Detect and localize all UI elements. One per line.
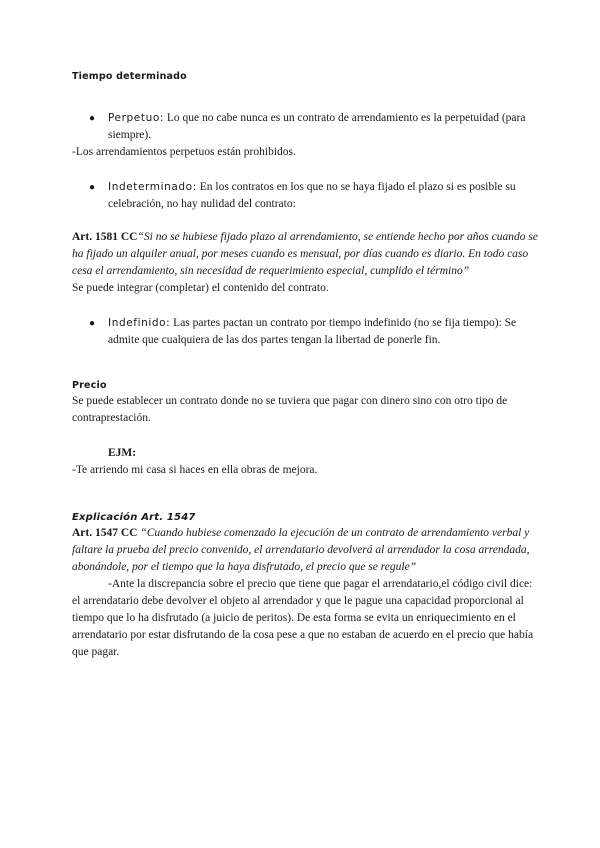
term-indefinido: Indefinido: <box>108 317 171 329</box>
document-page <box>72 70 542 661</box>
bullet-perpetuo <box>72 110 542 144</box>
art-1581-paragraph <box>72 229 542 280</box>
bullet-dot-icon: ● <box>89 318 96 329</box>
term-perpetuo: Perpetuo: <box>108 112 164 124</box>
ejm-text: -Te arriendo mi casa si haces en ella obras de mejora. <box>72 464 318 476</box>
perpetuo-text: Lo que no cabe nunca es un contrato de arrendamiento es la perpetuidad (para siempre). <box>108 112 526 141</box>
ejm-label: EJM: <box>108 447 137 459</box>
perpetuo-note: -Los arrendamientos perpetuos están prohibidos. <box>72 146 296 158</box>
heading-tiempo-determinado: Tiempo determinado <box>72 71 187 82</box>
term-indeterminado: Indeterminado: <box>108 181 197 193</box>
art-1547-commentary: -Ante la discrepancia sobre el precio que tiene que pagar el arrendatario,el código civil dice: el arrendatario debe devolver el objeto al arrendador y que le pague una capacidad proporcional al tiempo que lo ha disfrutado (a juicio de peritos). De esta forma se evita un enriquecimiento en el arrendatario por estar disfrutando de la cosa pese a que no estaban de acuerdo en el precio que había que pagar. <box>72 578 534 658</box>
bullet-indefinido <box>72 315 542 349</box>
indefinido-text: Las partes pactan un contrato por tiempo indefinido (no se fija tiempo): Se admite que cualquiera de las dos partes tengan la libertad de ponerle fin. <box>108 317 517 346</box>
bullet-indeterminado <box>72 179 542 213</box>
art-1581-label: Art. 1581 CC <box>72 231 138 243</box>
art-1547-paragraph <box>72 525 542 576</box>
art-1547-label: Art. 1547 CC <box>72 527 138 539</box>
heading-precio: Precio <box>72 380 107 391</box>
heading-explicacion: Explicación Art. 1547 <box>72 512 196 523</box>
art-1581-note: Se puede integrar (completar) el contenido del contrato. <box>72 282 329 294</box>
precio-text: Se puede establecer un contrato donde no se tuviera que pagar con dinero sino con otro tipo de contraprestación. <box>72 395 508 424</box>
art-1581-text: “Si no se hubiese fijado plazo al arrendamiento, se entiende hecho por años cuando se ha fijado un alquiler anual, por meses cuando es mensual, por días cuando es diario. En todo caso cesa el arrendamiento, sin necesidad de requerimiento especial, cumplido el término” <box>72 231 538 277</box>
bullet-dot-icon: ● <box>89 113 96 124</box>
bullet-dot-icon: ● <box>89 182 96 193</box>
art-1547-text: “Cuando hubiese comenzado la ejecución de un contrato de arrendamiento verbal y faltare la prueba del precio convenido, el arrendatario devolverá al arrendador la cosa arrendada, abonándole, por el tiempo que la haya disfrutado, el precio que se regule” <box>72 527 530 573</box>
indeterminado-text: En los contratos en los que no se haya fijado el plazo si es posible su celebración, no hay nulidad del contrato: <box>108 181 516 210</box>
